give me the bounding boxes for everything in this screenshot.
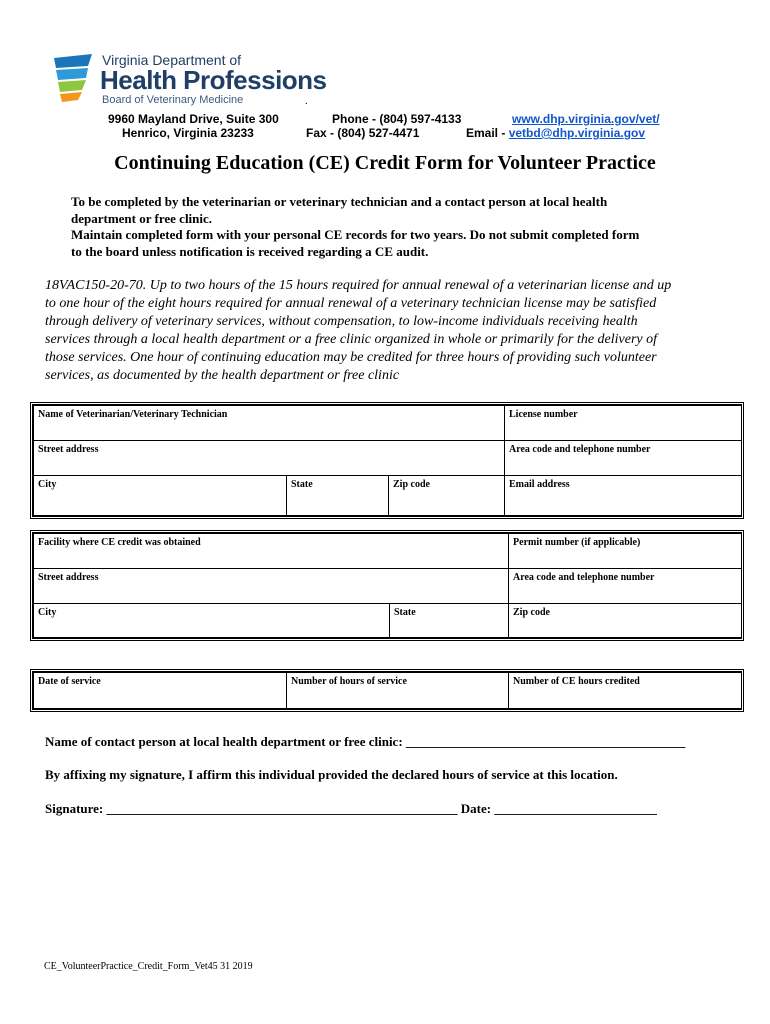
city-label: City — [38, 479, 57, 490]
license-field[interactable] — [505, 406, 742, 441]
website-link[interactable]: www.dhp.virginia.gov/vet/ — [512, 112, 660, 126]
board-name: Board of Veterinary Medicine — [102, 94, 244, 106]
header-dot: . — [305, 96, 308, 107]
name-label: Name of Veterinarian/Veterinary Technician — [38, 409, 228, 420]
facility-city-label: City — [38, 607, 57, 618]
permit-field[interactable] — [509, 534, 742, 569]
email-field[interactable] — [505, 476, 742, 516]
zip-label: Zip code — [393, 479, 430, 490]
hours-of-service-label: Number of hours of service — [291, 676, 407, 687]
facility-field[interactable] — [34, 534, 509, 569]
veterinarian-info-table — [30, 402, 744, 519]
ce-hours-label: Number of CE hours credited — [513, 676, 640, 687]
city-field[interactable] — [34, 476, 287, 516]
facility-info-table — [30, 530, 744, 641]
facility-zip-field[interactable] — [509, 604, 742, 638]
instruction-line: to the board unless notification is received regarding a CE audit. — [71, 243, 429, 259]
regulation-line: services through a local health department or a free clinic organized in whole or primarily for the delivery of — [45, 332, 658, 347]
org-name-line1: Virginia Department of — [102, 52, 242, 68]
license-label: License number — [509, 409, 578, 420]
zip-field[interactable] — [389, 476, 505, 516]
facility-state-field[interactable] — [390, 604, 509, 638]
regulation-line: those services. One hour of continuing education may be credited for three hours of providing such volunteer — [45, 350, 657, 365]
affirmation-text: By affixing my signature, I affirm this individual provided the declared hours of service at this location. — [45, 767, 618, 782]
phone-label: Area code and telephone number — [509, 444, 651, 455]
dhp-emblem-icon — [52, 52, 98, 102]
permit-label: Permit number (if applicable) — [513, 537, 641, 548]
address-line1: 9960 Mayland Drive, Suite 300 — [108, 112, 279, 126]
facility-street-label: Street address — [38, 572, 99, 583]
instruction-line: department or free clinic. — [71, 210, 213, 226]
email-line — [466, 126, 645, 141]
name-field[interactable] — [34, 406, 505, 441]
phone-number: Phone - (804) 597-4133 — [332, 112, 462, 126]
regulation-line: to one hour of the eight hours required for annual renewal of a veterinary technician license may be satisfied — [45, 296, 657, 311]
facility-label: Facility where CE credit was obtained — [38, 537, 201, 548]
regulation-line: services, as documented by the health department or free clinic — [45, 368, 400, 383]
address-line2: Henrico, Virginia 23233 — [122, 126, 254, 140]
form-footer-id: CE_VolunteerPractice_Credit_Form_Vet45 31 2019 — [44, 961, 253, 972]
date-of-service-label: Date of service — [38, 676, 101, 687]
instruction-line: To be completed by the veterinarian or veterinary technician and a contact person at local health — [71, 194, 608, 209]
dhp-logo — [52, 48, 327, 110]
facility-street-field[interactable] — [34, 569, 509, 604]
signature-date-field[interactable]: Signature: ______________________________________________________ Date: _________________________ — [45, 801, 657, 816]
ce-hours-field[interactable] — [509, 673, 742, 709]
instructions — [71, 194, 721, 260]
email-label: Email - — [466, 126, 509, 140]
email-link[interactable]: vetbd@dhp.virginia.gov — [508, 126, 646, 140]
facility-phone-label: Area code and telephone number — [513, 572, 655, 583]
facility-city-field[interactable] — [34, 604, 390, 638]
fax-number: Fax - (804) 527-4471 — [306, 126, 420, 140]
regulation-line: 18VAC150-20-70. Up to two hours of the 15 hours required for annual renewal of a veterinarian license and up — [45, 278, 672, 293]
facility-state-label: State — [394, 607, 416, 618]
date-of-service-field[interactable] — [34, 673, 287, 709]
regulation-line: through delivery of veterinary services, without compensation, to low-income individuals receiving health — [45, 314, 638, 329]
state-label: State — [291, 479, 313, 490]
org-name-line2: Health Professions — [100, 65, 327, 95]
street-label: Street address — [38, 444, 99, 455]
service-info-table — [30, 669, 744, 712]
facility-zip-label: Zip code — [513, 607, 550, 618]
contact-person-field[interactable]: Name of contact person at local health department or free clinic: ___________________________________________ — [45, 734, 686, 749]
state-field[interactable] — [287, 476, 389, 516]
phone-field[interactable] — [505, 441, 742, 476]
instruction-line: Maintain completed form with your personal CE records for two years. Do not submit completed form — [71, 227, 640, 242]
email-address-label: Email address — [509, 479, 570, 490]
form-title: Continuing Education (CE) Credit Form for Volunteer Practice — [114, 152, 656, 174]
facility-phone-field[interactable] — [509, 569, 742, 604]
regulation-text — [45, 277, 735, 385]
street-field[interactable] — [34, 441, 505, 476]
hours-of-service-field[interactable] — [287, 673, 509, 709]
